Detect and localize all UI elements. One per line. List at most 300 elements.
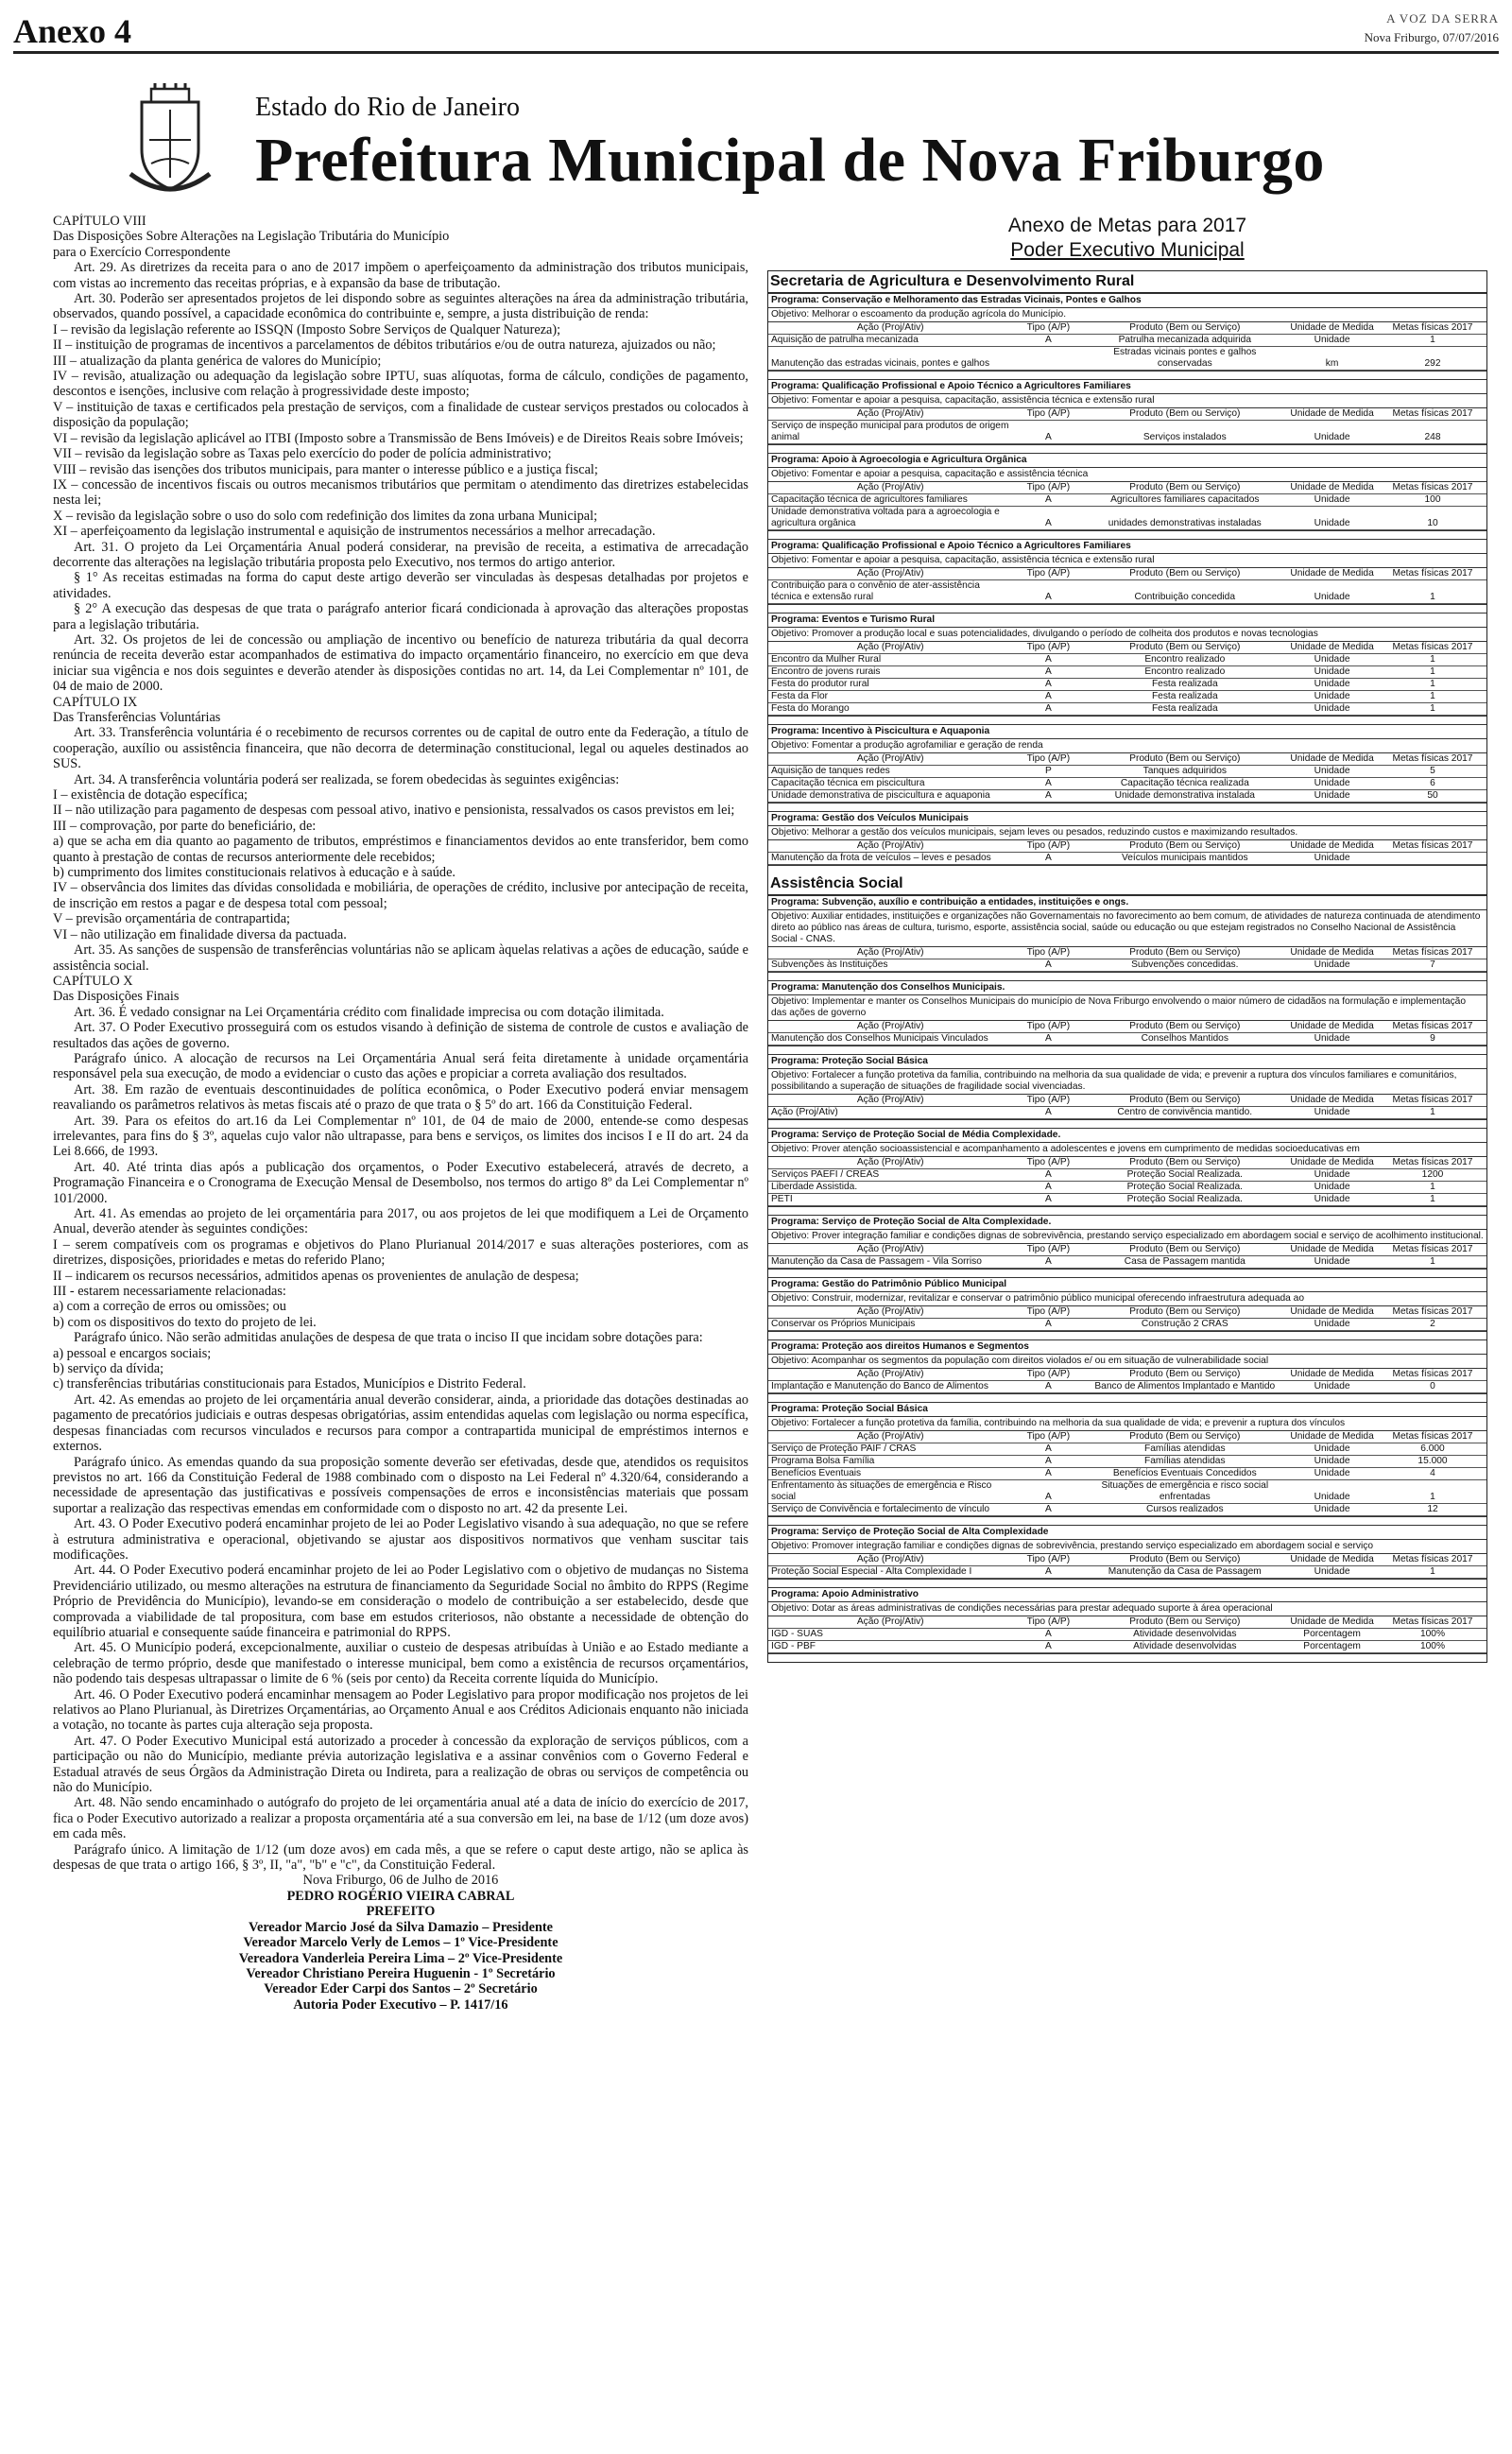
law-paragraph: c) transferências tributárias constitucionais para Estados, Municípios e Distrito Federal. [53,1376,526,1392]
table-row [768,1194,1486,1206]
annex-goals-column [767,214,1487,2445]
table-row [768,679,1486,691]
column-header: Metas físicas 2017 [1379,1021,1486,1033]
table-cell: Encontro da Mulher Rural [768,654,1012,666]
program-block [768,895,1486,972]
table-cell: Proteção Social Especial - Alta Complexidade I [768,1566,1012,1579]
program-name: Programa: Conservação e Melhoramento das Estradas Vicinais, Pontes e Galhos [768,294,1486,308]
law-paragraph: IV – observância dos limites das dívidas consolidada e mobiliária, de operações de crédito, inclusive por antecipação de receita, de inscrição em restos a pagar e de despesa total com pessoal; [53,880,748,911]
column-header: Unidade de Medida [1285,1244,1379,1256]
law-paragraph: a) que se acha em dia quanto ao pagamento de tributos, empréstimos e financiamentos devidos ao ente transferidor, bem como quanto à prestação de contas de recursos anteriormente dele recebidos; [53,834,748,865]
table-cell: Festa do produtor rural [768,679,1012,691]
table-cell: A [1012,1480,1084,1504]
law-paragraph: I – revisão da legislação referente ao ISSQN (Imposto Sobre Serviços de Qualquer Natureza); [53,321,561,337]
table-cell: A [1012,1456,1084,1468]
table-cell: Unidade [1285,666,1379,679]
table-cell: A [1012,778,1084,790]
table-row [768,1504,1486,1516]
table-cell: Manutenção das estradas vicinais, pontes e galhos [768,347,1012,371]
program-block [768,1587,1486,1653]
law-paragraph: Vereador Marcio José da Silva Damazio – Presidente [248,1919,554,1935]
table-cell: A [1012,1169,1084,1182]
program-name: Programa: Serviço de Proteção Social de Alta Complexidade. [768,1216,1486,1230]
table-cell: 9 [1379,1033,1486,1046]
table-cell: Festa realizada [1084,679,1285,691]
program-name: Programa: Serviço de Proteção Social de Alta Complexidade [768,1526,1486,1540]
table-cell: Unidade [1285,691,1379,703]
program-spacer [768,1393,1486,1402]
law-paragraph: Art. 42. As emendas ao projeto de lei orçamentária anual deverão considerar, ainda, a prioridade das dotações destinadas ao pagamento de precatórios judiciais e outras despesas obrigatórias, assim entendidas aquelas com legislação ou norma específica, despesas financiadas com recursos vinculados e recursos para compor a contrapartida municipal de empréstimos internos e externos. [53,1391,748,1455]
law-paragraph: Autoria Poder Executivo – P. 1417/16 [293,1996,508,2013]
table-cell: Unidade [1285,1256,1379,1269]
program-block [768,811,1486,865]
column-header: Unidade de Medida [1285,1157,1379,1169]
law-paragraph: Art. 40. Até trinta dias após a publicação dos orçamentos, o Poder Executivo estabelecerá, através de decreto, a Programação Financeira e o Cronograma de Execução Mensal de Desembolso, nos termos do artigo 8º da Lei Complementar nº 101/2000. [53,1159,748,1206]
table-cell: Serviço de Proteção PAIF / CRAS [768,1443,1012,1456]
table-cell: Unidade [1285,1504,1379,1516]
column-header: Unidade de Medida [1285,1616,1379,1629]
table-header-row [768,322,1486,335]
law-paragraph: III – comprovação, por parte do beneficiário, de: [53,818,317,834]
column-header: Produto (Bem ou Serviço) [1084,1616,1285,1629]
law-paragraph: Vereador Christiano Pereira Huguenin - 1º Secretário [246,1965,556,1981]
program-block [768,613,1486,716]
law-paragraph: III – atualização da planta genérica de valores do Município; [53,353,382,369]
program-spacer [768,530,1486,539]
column-header: Metas físicas 2017 [1379,482,1486,494]
table-cell: Encontro de jovens rurais [768,666,1012,679]
page-title: Prefeitura Municipal de Nova Friburgo [255,126,1325,195]
program-block [768,724,1486,803]
program-objective: Objetivo: Promover a produção local e suas potencialidades, divulgando o período de colheita dos produtos e novas tecnologias [768,628,1486,642]
table-cell: Cursos realizados [1084,1504,1285,1516]
column-header: Produto (Bem ou Serviço) [1084,1021,1285,1033]
table-cell: Banco de Alimentos Implantado e Mantido [1084,1381,1285,1393]
program-table [768,1554,1486,1579]
table-cell: Capacitação técnica realizada [1084,778,1285,790]
column-header: Ação (Proj/Ativ) [768,1021,1012,1033]
table-row [768,766,1486,778]
table-row [768,494,1486,507]
program-objective: Objetivo: Prover integração familiar e condições dignas de sobrevivência, prestando serviço especializado em abordagem social e serviço de acolhimento institucional. [768,1230,1486,1244]
column-header: Produto (Bem ou Serviço) [1084,408,1285,421]
table-row [768,1256,1486,1269]
law-paragraph: Art. 41. As emendas ao projeto de lei orçamentária para 2017, ou aos projetos de lei que modifiquem a Lei de Orçamento Anual, deverão atender às seguintes condições: [53,1206,748,1237]
column-header: Tipo (A/P) [1012,1157,1084,1169]
law-paragraph: III - estarem necessariamente relacionadas: [53,1284,286,1300]
annex-title [767,214,1487,263]
column-header: Produto (Bem ou Serviço) [1084,642,1285,654]
column-header: Unidade de Medida [1285,840,1379,853]
column-header: Metas físicas 2017 [1379,840,1486,853]
program-name: Programa: Serviço de Proteção Social de Média Complexidade. [768,1129,1486,1143]
table-cell: Enfrentamento às situações de emergência e Risco social [768,1480,1012,1504]
table-header-row [768,408,1486,421]
table-row [768,1319,1486,1331]
table-cell: Casa de Passagem mantida [1084,1256,1285,1269]
column-header: Ação (Proj/Ativ) [768,1095,1012,1107]
law-paragraph: Art. 35. As sanções de suspensão de transferências voluntárias não se aplicam àquelas relativas a ações de educação, saúde e assistência social. [53,942,748,974]
table-cell: Manutenção da Casa de Passagem - Vila Sorriso [768,1256,1012,1269]
law-paragraph: I – serem compatíveis com os programas e objetivos do Plano Plurianual 2014/2017 e suas alterações posteriores, com as diretrizes, disposições, prioridades e metas do referido Plano; [53,1236,748,1269]
table-cell: A [1012,679,1084,691]
annex-label: Anexo 4 [13,12,131,50]
program-spacer [768,865,1486,873]
table-cell: A [1012,1641,1084,1653]
program-block [768,1128,1486,1206]
table-row [768,1468,1486,1480]
table-cell: Programa Bolsa Família [768,1456,1012,1468]
program-table [768,568,1486,604]
program-objective: Objetivo: Promover integração familiar e condições dignas de sobrevivência, prestando serviço especializado em abordagem social e serviço [768,1540,1486,1554]
column-header: Ação (Proj/Ativ) [768,482,1012,494]
table-cell: 100% [1379,1629,1486,1641]
law-paragraph: IV – revisão, atualização ou adequação da legislação sobre IPTU, suas alíquotas, forma de cálculo, condições de pagamento, descontos e isenções, inclusive com relação à progressividade deste imposto; [53,369,748,400]
column-header: Unidade de Medida [1285,642,1379,654]
table-cell: 1200 [1379,1169,1486,1182]
table-header-row [768,1369,1486,1381]
program-spacer [768,716,1486,724]
column-header: Tipo (A/P) [1012,482,1084,494]
program-block [768,1215,1486,1269]
column-header: Metas físicas 2017 [1379,1095,1486,1107]
annex-goals-table [767,270,1487,1663]
table-cell: A [1012,1504,1084,1516]
table-cell [1012,347,1084,371]
table-cell: A [1012,1107,1084,1119]
program-name: Programa: Apoio Administrativo [768,1588,1486,1602]
section-title: Secretaria de Agricultura e Desenvolvimento Rural [768,271,1486,293]
table-cell: Situações de emergência e risco social enfrentadas [1084,1480,1285,1504]
program-block [768,980,1486,1046]
table-cell: Centro de convivência mantido. [1084,1107,1285,1119]
table-header-row [768,568,1486,580]
law-paragraph: CAPÍTULO VIII [53,214,146,229]
law-paragraph: Art. 44. O Poder Executivo poderá encaminhar projeto de lei ao Poder Legislativo com o objetivo de mudanças no Sistema Previdenciário utilizado, ou mesmo alterações na estrutura de financiamento da Seguridade Social no âmbito do RPPS (Regime Próprio de Previdência do Município), levando-se em consideração o modelo de contribuição a ser estabelecido, desde que comprovada a viabilidade de tal propositura, com base em estudos criteriosos, não obstante a necessidade de obtenção do equilíbrio atuarial e consequente saúde financeira e patrimonial do RPPS. [53,1563,748,1640]
newspaper-top-bar [13,9,1499,54]
law-paragraph: II – não utilização para pagamento de despesas com pessoal ativo, inativo e pensionista, ressalvados os casos previstos em lei; [53,803,735,819]
column-header: Ação (Proj/Ativ) [768,753,1012,766]
table-cell: Unidade demonstrativa instalada [1084,790,1285,803]
law-paragraph: VII – revisão da legislação sobre as Taxas pelo exercício do poder de polícia administrativo; [53,446,552,462]
table-cell: Subvenções concedidas. [1084,959,1285,972]
program-table [768,1369,1486,1393]
column-header: Ação (Proj/Ativ) [768,1616,1012,1629]
table-cell: 1 [1379,654,1486,666]
law-paragraph: VIII – revisão das isenções dos tributos municipais, para manter o interesse público e a justiça fiscal; [53,461,598,477]
table-row [768,1456,1486,1468]
table-cell: Patrulha mecanizada adquirida [1084,335,1285,347]
program-spacer [768,1579,1486,1587]
law-paragraph: VI – não utilização em finalidade diversa da pactuada. [53,926,347,942]
table-cell: Porcentagem [1285,1629,1379,1641]
table-cell: Aquisição de patrulha mecanizada [768,335,1012,347]
law-paragraph: § 2° A execução das despesas de que trata o parágrafo anterior ficará condicionada à aprovação das alterações propostas para a legislação tributária. [53,601,748,632]
law-paragraph: Art. 37. O Poder Executivo prosseguirá com os estudos visando à definição de sistema de controle de custos e avaliação de resultados das ações de governo. [53,1020,748,1051]
table-cell: A [1012,1194,1084,1206]
column-header: Unidade de Medida [1285,1369,1379,1381]
table-cell: Unidade [1285,580,1379,604]
column-header: Ação (Proj/Ativ) [768,568,1012,580]
annex-title-line2: Poder Executivo Municipal [1010,239,1245,261]
column-header: Produto (Bem ou Serviço) [1084,1306,1285,1319]
law-paragraph: II – instituição de programas de incentivos a parcelamentos de débitos tributários e/ou de outra natureza, ajuizados ou não; [53,337,716,354]
program-objective: Objetivo: Auxiliar entidades, instituições e organizações não Governamentais no favorecimento ao bem comum, de atividades de natureza continuada de atendimento direto ao público nas áreas de cultura, turismo, esporte, assistência social, saúde ou educação ou que estejam registrados no Conselho Nacional de Assistência Social - CNAS. [768,910,1486,947]
law-paragraph: VI – revisão da legislação aplicável ao ITBI (Imposto sobre a Transmissão de Bens Imóveis) e de Direitos Reais sobre Imóveis; [53,430,744,446]
table-cell: Unidade [1285,421,1379,444]
law-paragraph: Vereador Eder Carpi dos Santos – 2º Secretário [264,1981,538,1997]
section-title: Assistência Social [768,873,1486,895]
program-spacer [768,1119,1486,1128]
table-cell: 248 [1379,421,1486,444]
annex-title-line1: Anexo de Metas para 2017 [1007,215,1247,236]
column-header: Ação (Proj/Ativ) [768,322,1012,335]
table-cell: 1 [1379,691,1486,703]
table-cell: Capacitação técnica em piscicultura [768,778,1012,790]
table-cell: A [1012,703,1084,716]
table-cell: Festa realizada [1084,691,1285,703]
law-paragraph: X – revisão da legislação sobre o uso do solo com redefinição dos limites da zona urbana Municipal; [53,508,598,524]
law-paragraph: Parágrafo único. A alocação de recursos na Lei Orçamentária Anual será feita diretamente à unidade orçamentária responsável pela sua execução, de modo a evidenciar o custo das ações e propiciar a correta avaliação dos resultados. [53,1050,748,1082]
program-table [768,482,1486,530]
table-row [768,666,1486,679]
table-cell: Porcentagem [1285,1641,1379,1653]
law-paragraph: Art. 33. Transferência voluntária é o recebimento de recursos correntes ou de capital de outro ente da Federação, a título de cooperação, auxílio ou assistência financeira, que não decorra de determinação constitucional, legal ou aqueles destinados ao SUS. [53,725,748,772]
column-header: Produto (Bem ou Serviço) [1084,568,1285,580]
column-header: Ação (Proj/Ativ) [768,1157,1012,1169]
table-cell: A [1012,1033,1084,1046]
law-paragraph: Vereadora Vanderleia Pereira Lima – 2º Vice-Presidente [238,1950,563,1966]
law-paragraph: Das Disposições Finais [53,989,180,1005]
table-cell: 4 [1379,1468,1486,1480]
program-objective: Objetivo: Implementar e manter os Conselhos Municipais do município de Nova Friburgo envolvendo o maior número de cidadãos na formulação e implementação das ações de governo [768,995,1486,1021]
table-cell: Unidade [1285,1169,1379,1182]
law-paragraph: IX – concessão de incentivos fiscais ou outros mecanismos tributários que permitam o atendimento das diretrizes estabelecidas nesta lei; [53,476,748,509]
table-cell: A [1012,1381,1084,1393]
column-header: Unidade de Medida [1285,1554,1379,1566]
law-paragraph: Art. 47. O Poder Executivo Municipal está autorizado a proceder à concessão da exploração de serviços públicos, com a participação ou não do Município, mediante prévia autorização legislativa e a assinar convênios com o Governo Federal e Estadual através de seus Órgãos da Administração Direta ou Indireta, para a realização de obras ou serviços de competência ou não do Município. [53,1733,748,1796]
table-cell: A [1012,1443,1084,1456]
table-cell: Conservar os Próprios Municipais [768,1319,1012,1331]
table-header-row [768,1157,1486,1169]
program-table [768,1021,1486,1046]
program-spacer [768,972,1486,980]
table-header-row [768,1431,1486,1443]
program-spacer [768,1269,1486,1277]
law-paragraph: Art. 48. Não sendo encaminhado o autógrafo do projeto de lei orçamentária anual até a data de início do exercício de 2017, fica o Poder Executivo autorizado a realizar a proposta orçamentária até a sua conversão em lei, na base de 1/12 (um doze avos) em cada mês. [53,1795,748,1842]
table-cell: Manutenção da Casa de Passagem [1084,1566,1285,1579]
table-header-row [768,1554,1486,1566]
table-cell: Benefícios Eventuais [768,1468,1012,1480]
program-name: Programa: Manutenção dos Conselhos Municipais. [768,981,1486,995]
table-cell: A [1012,959,1084,972]
table-cell: Unidade [1285,679,1379,691]
table-cell: A [1012,1566,1084,1579]
table-cell: Unidade [1285,1468,1379,1480]
column-header: Metas físicas 2017 [1379,753,1486,766]
column-header: Produto (Bem ou Serviço) [1084,322,1285,335]
table-cell: Unidade [1285,790,1379,803]
column-header: Unidade de Medida [1285,1021,1379,1033]
table-header-row [768,1021,1486,1033]
table-cell: A [1012,1629,1084,1641]
table-cell: Capacitação técnica de agricultores familiares [768,494,1012,507]
column-header: Ação (Proj/Ativ) [768,408,1012,421]
program-name: Programa: Proteção Social Básica [768,1055,1486,1069]
column-header: Ação (Proj/Ativ) [768,1244,1012,1256]
table-cell: 100 [1379,494,1486,507]
table-header-row [768,753,1486,766]
program-name: Programa: Subvenção, auxílio e contribuição a entidades, instituições e ongs. [768,896,1486,910]
column-header: Unidade de Medida [1285,408,1379,421]
program-table [768,1306,1486,1331]
column-header: Unidade de Medida [1285,322,1379,335]
table-cell: A [1012,1319,1084,1331]
program-spacer [768,444,1486,453]
table-cell: A [1012,853,1084,865]
program-objective: Objetivo: Construir, modernizar, revitalizar e conservar o patrimônio público municipal oferecendo infraestrutura adequada ao [768,1292,1486,1306]
column-header: Unidade de Medida [1285,1095,1379,1107]
program-name: Programa: Gestão dos Veículos Municipais [768,812,1486,826]
table-row [768,1107,1486,1119]
table-row [768,1480,1486,1504]
column-header: Unidade de Medida [1285,753,1379,766]
table-cell: Subvenções às Instituições [768,959,1012,972]
newspaper-date: Nova Friburgo, 07/07/2016 [1364,30,1499,44]
table-cell: Festa da Flor [768,691,1012,703]
table-header-row [768,1306,1486,1319]
table-cell: Unidade demonstrativa de piscicultura e aquaponia [768,790,1012,803]
table-cell: P [1012,766,1084,778]
program-block [768,1054,1486,1119]
table-cell: A [1012,666,1084,679]
table-cell: 1 [1379,335,1486,347]
table-cell: Contribuição concedida [1084,580,1285,604]
column-header: Metas físicas 2017 [1379,1369,1486,1381]
table-cell: 7 [1379,959,1486,972]
table-cell: 6.000 [1379,1443,1486,1456]
page-header [180,83,1408,206]
program-table [768,642,1486,716]
column-header: Ação (Proj/Ativ) [768,840,1012,853]
column-header: Tipo (A/P) [1012,568,1084,580]
program-name: Programa: Apoio à Agroecologia e Agricultura Orgânica [768,454,1486,468]
program-table [768,947,1486,972]
column-header: Metas físicas 2017 [1379,568,1486,580]
column-header: Unidade de Medida [1285,1306,1379,1319]
law-paragraph: PREFEITO [366,1904,436,1920]
table-cell: Proteção Social Realizada. [1084,1182,1285,1194]
table-cell: Unidade [1285,766,1379,778]
table-row [768,1033,1486,1046]
column-header: Unidade de Medida [1285,482,1379,494]
table-cell: 100% [1379,1641,1486,1653]
table-cell: Serviços instalados [1084,421,1285,444]
column-header: Tipo (A/P) [1012,1244,1084,1256]
law-paragraph: Art. 46. O Poder Executivo poderá encaminhar mensagem ao Poder Legislativo para propor modificação nos projetos de lei relativos ao Plano Plurianual, às Diretrizes Orçamentárias, ao Orçamento Anual e aos Créditos Adicionais enquanto não iniciada a votação, no tocante às partes cuja alteração seja proposta. [53,1686,748,1734]
law-paragraph: Art. 32. Os projetos de lei de concessão ou ampliação de incentivo ou benefício de natureza tributária da qual decorra renúncia de receita deverão estar acompanhados de estimativa do impacto orçamentário financeiro, no exercício em que deva iniciar sua vigência e nos dois seguintes e deverão atender às disposições contidas no art. 14, da Lei Complementar nº 101, de 04 de maio de 2000. [53,631,748,695]
program-table [768,1095,1486,1119]
table-cell: Construção 2 CRAS [1084,1319,1285,1331]
table-cell: Unidade [1285,1480,1379,1504]
table-cell: Famílias atendidas [1084,1443,1285,1456]
column-header: Tipo (A/P) [1012,1431,1084,1443]
table-cell: IGD - SUAS [768,1629,1012,1641]
table-cell: A [1012,1256,1084,1269]
program-table [768,408,1486,444]
table-cell: 1 [1379,1194,1486,1206]
law-paragraph: Art. 30. Poderão ser apresentados projetos de lei dispondo sobre as seguintes alterações na área da administração tributária, observados, quando possível, a capacidade econômica do contribuinte e, sempre, a justa distribuição de renda: [53,291,748,322]
table-header-row [768,1616,1486,1629]
column-header: Tipo (A/P) [1012,408,1084,421]
column-header: Metas físicas 2017 [1379,1157,1486,1169]
table-cell: Proteção Social Realizada. [1084,1169,1285,1182]
program-spacer [768,803,1486,811]
table-row [768,507,1486,530]
column-header: Produto (Bem ou Serviço) [1084,753,1285,766]
law-paragraph: Art. 43. O Poder Executivo poderá encaminhar projeto de lei ao Poder Legislativo visando à sua adequação, no que se refere à estrutura administrativa e operacional, objetivando se ajustar aos dispositivos normativos que venham suscitar tais modificações. [53,1516,748,1563]
program-table [768,1431,1486,1516]
law-paragraph: Art. 31. O projeto da Lei Orçamentária Anual poderá considerar, na previsão de receita, a estimativa de arrecadação decorrente das alterações na legislação tributária proposta pelo Executivo, nos termos do artigo anterior. [53,539,748,570]
table-row [768,959,1486,972]
table-row [768,853,1486,865]
program-objective: Objetivo: Dotar as áreas administrativas de condições necessárias para prestar adequado suporte à área operacional [768,1602,1486,1616]
program-table [768,1157,1486,1206]
column-header: Metas físicas 2017 [1379,1616,1486,1629]
column-header: Ação (Proj/Ativ) [768,1431,1012,1443]
column-header: Ação (Proj/Ativ) [768,1554,1012,1566]
table-row [768,1629,1486,1641]
table-cell: Unidade [1285,507,1379,530]
table-header-row [768,1095,1486,1107]
column-header: Produto (Bem ou Serviço) [1084,1554,1285,1566]
table-cell: Festa do Morango [768,703,1012,716]
table-cell: PETI [768,1194,1012,1206]
program-spacer [768,1206,1486,1215]
table-cell: Manutenção dos Conselhos Municipais Vinculados [768,1033,1012,1046]
law-paragraph: II – indicarem os recursos necessários, admitidos apenas os provenientes de anulação de despesa; [53,1268,579,1284]
table-cell: A [1012,494,1084,507]
law-text-column [53,214,748,2336]
column-header: Produto (Bem ou Serviço) [1084,1431,1285,1443]
program-table [768,1244,1486,1269]
table-cell: 6 [1379,778,1486,790]
table-row [768,1381,1486,1393]
table-cell: A [1012,691,1084,703]
table-cell: 1 [1379,1480,1486,1504]
column-header: Unidade de Medida [1285,1431,1379,1443]
program-name: Programa: Eventos e Turismo Rural [768,614,1486,628]
table-cell: Aquisição de tanques redes [768,766,1012,778]
table-cell: Unidade demonstrativa voltada para a agroecologia e agricultura orgânica [768,507,1012,530]
table-cell: Unidade [1285,1194,1379,1206]
table-cell: Serviços PAEFI / CREAS [768,1169,1012,1182]
column-header: Tipo (A/P) [1012,1021,1084,1033]
law-paragraph: CAPÍTULO IX [53,694,138,710]
table-cell: Unidade [1285,654,1379,666]
table-cell: 0 [1379,1381,1486,1393]
column-header: Produto (Bem ou Serviço) [1084,1095,1285,1107]
table-row [768,1566,1486,1579]
table-cell: 1 [1379,1256,1486,1269]
law-paragraph: V – previsão orçamentária de contrapartida; [53,911,291,927]
law-paragraph: para o Exercício Correspondente [53,244,231,260]
table-row [768,691,1486,703]
column-header: Ação (Proj/Ativ) [768,947,1012,959]
table-cell: 1 [1379,580,1486,604]
program-block [768,539,1486,604]
table-cell: Serviço de inspeção municipal para produtos de origem animal [768,421,1012,444]
